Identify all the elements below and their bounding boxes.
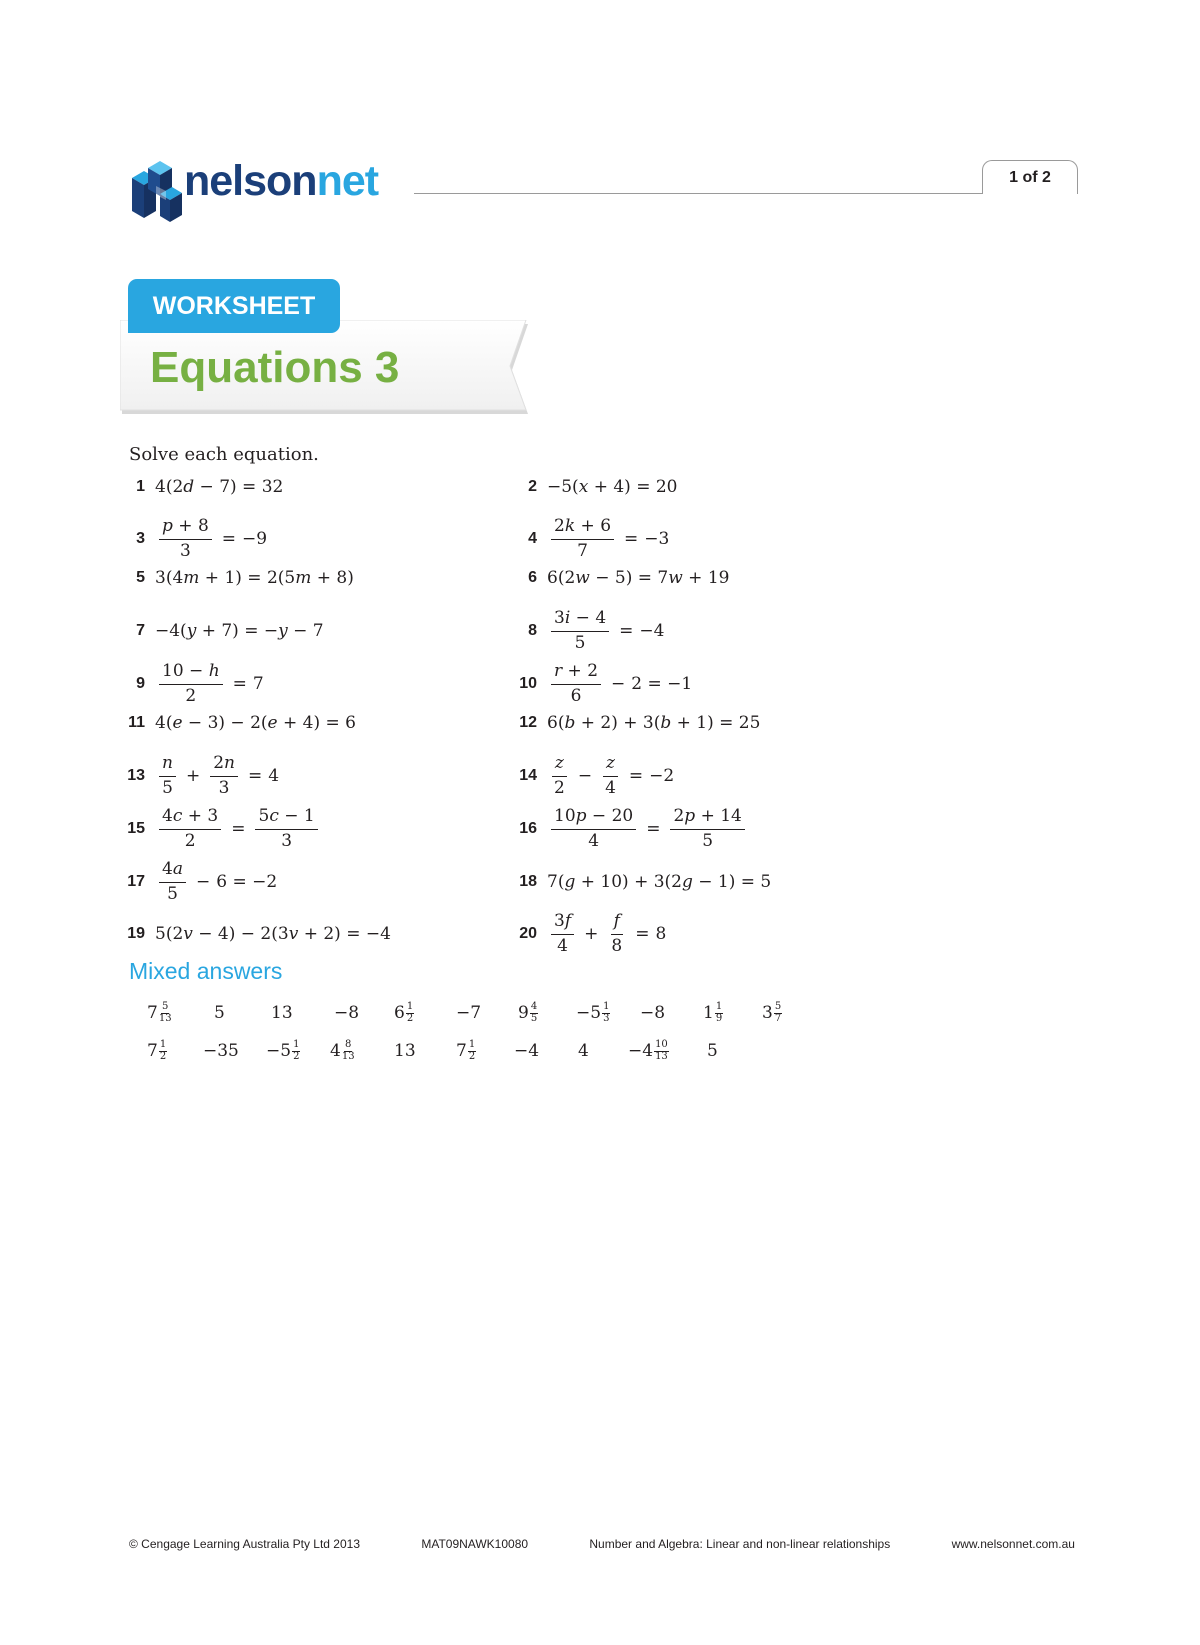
equation: $\frac{4c + 3}{2}$ = $\frac{5c - 1}{3}$ — [155, 808, 322, 851]
equation: 4( e − 3) − 2( e + 4) = 6 — [155, 713, 356, 733]
mixed-answer — [394, 1036, 416, 1066]
answer-whole: 5 — [707, 1041, 718, 1061]
nelsonnet-cube-logo-icon — [126, 156, 184, 226]
answer-denominator: 3 — [603, 1012, 610, 1024]
problem-number: 13 — [127, 767, 145, 784]
equation: $\frac{10 - h}{2}$ = 7 — [155, 663, 264, 706]
answer-denominator: 13 — [655, 1050, 668, 1062]
problem-20 — [507, 902, 666, 966]
answer-denominator: 7 — [774, 1012, 782, 1024]
footer-url: www.nelsonnet.com.au — [951, 1537, 1075, 1551]
answer-whole: 9 — [518, 1003, 529, 1023]
answer-fraction — [468, 1040, 476, 1062]
answer-whole: 1 — [703, 1003, 714, 1023]
answer-fraction — [159, 1002, 172, 1024]
answer-whole: −5 — [266, 1041, 292, 1061]
problem-19 — [123, 902, 391, 966]
nelsonnet-logo — [126, 156, 416, 226]
mixed-answer — [214, 998, 225, 1028]
problem-number: 5 — [136, 569, 145, 586]
answer-fraction — [715, 1002, 723, 1024]
problem-number: 12 — [519, 714, 537, 731]
page-footer — [129, 1537, 1075, 1551]
mixed-answer — [576, 998, 610, 1028]
equation: $\frac{3f}{4}$ + $\frac{f}{8}$ = 8 — [547, 913, 666, 956]
answer-whole: −8 — [640, 1003, 666, 1023]
equation: −5( x + 4) = 20 — [547, 477, 678, 497]
answer-numerator: 5 — [774, 1001, 782, 1012]
equation: 7( g + 10) + 3(2 g − 1) = 5 — [547, 872, 772, 892]
problem-number: 20 — [519, 925, 537, 942]
mixed-answer — [456, 998, 481, 1028]
mixed-answer — [394, 998, 414, 1028]
page-indicator: 1 of 2 — [982, 160, 1078, 194]
answer-whole: −8 — [334, 1003, 360, 1023]
answer-fraction — [654, 1040, 669, 1062]
equation: 3(4 m + 1) = 2(5 m + 8) — [155, 568, 354, 588]
logo-wordmark-part1: nelson — [184, 157, 317, 205]
mixed-answers-heading: Mixed answers — [129, 958, 283, 984]
answer-fraction — [602, 1002, 610, 1024]
equation: $\frac{2k + 6}{7}$ = −3 — [547, 518, 669, 561]
equation: $\frac{p + 8}{3}$ = −9 — [155, 518, 267, 561]
answer-fraction — [342, 1040, 355, 1062]
mixed-answer — [640, 998, 665, 1028]
answer-denominator: 2 — [406, 1012, 414, 1024]
logo-wordmark-part2: net — [316, 157, 379, 205]
mixed-answer — [628, 1036, 669, 1066]
mixed-answer — [514, 1036, 539, 1066]
answer-fraction — [406, 1002, 414, 1024]
answer-numerator: 1 — [715, 1001, 723, 1012]
answer-whole: −5 — [576, 1003, 602, 1023]
problem-number: 17 — [127, 873, 145, 890]
answer-whole: 6 — [394, 1003, 405, 1023]
footer-code: MAT09NAWK10080 — [421, 1537, 529, 1551]
answer-denominator: 13 — [158, 1012, 172, 1024]
answer-denominator: 2 — [293, 1050, 300, 1062]
mixed-answer — [147, 998, 172, 1028]
answer-numerator: 4 — [530, 1001, 538, 1012]
problem-number: 16 — [519, 820, 537, 837]
answer-denominator: 13 — [341, 1050, 355, 1062]
footer-strand: Number and Algebra: Linear and non-linear relationships — [589, 1537, 891, 1551]
problem-number: 7 — [136, 622, 145, 639]
answer-whole: −35 — [203, 1041, 239, 1061]
answer-fraction — [774, 1002, 782, 1024]
answer-fraction — [292, 1040, 300, 1062]
mixed-answer — [147, 1036, 167, 1066]
answer-whole: 4 — [330, 1041, 341, 1061]
problem-number: 19 — [127, 925, 145, 942]
answer-whole: 13 — [394, 1041, 416, 1061]
mixed-answer — [330, 1036, 355, 1066]
answer-numerator: 8 — [345, 1039, 352, 1050]
answer-denominator: 5 — [530, 1012, 538, 1024]
problem-number: 10 — [519, 675, 537, 692]
answer-fraction — [159, 1040, 167, 1062]
header-rule — [414, 193, 1074, 194]
logo-wordmark — [184, 157, 379, 205]
answer-whole: 4 — [578, 1041, 589, 1061]
answer-whole: −4 — [514, 1041, 540, 1061]
answer-whole: 13 — [271, 1003, 293, 1023]
answer-numerator: 1 — [293, 1039, 300, 1050]
problem-number: 8 — [528, 622, 537, 639]
mixed-answer — [266, 1036, 300, 1066]
answer-numerator: 1 — [468, 1039, 476, 1050]
mixed-answer — [334, 998, 359, 1028]
problem-number: 11 — [128, 714, 145, 731]
equation: $\frac{n}{5}$ + $\frac{2n}{3}$ = 4 — [155, 755, 279, 798]
answer-numerator: 5 — [162, 1001, 169, 1012]
mixed-answer — [203, 1036, 239, 1066]
problem-number: 2 — [528, 478, 537, 495]
problem-number: 4 — [528, 530, 537, 547]
problem-number: 1 — [136, 478, 145, 495]
equation: 4(2 d − 7) = 32 — [155, 477, 284, 497]
answer-whole: 7 — [147, 1041, 158, 1061]
answer-whole: 3 — [762, 1003, 773, 1023]
equation: 5(2 v − 4) − 2(3 v + 2) = −4 — [155, 924, 391, 944]
worksheet-badge: WORKSHEET — [128, 279, 340, 333]
equation: $\frac{3i - 4}{5}$ = −4 — [547, 610, 664, 653]
mixed-answer — [578, 1036, 589, 1066]
equation: $\frac{10p - 20}{4}$ = $\frac{2p + 14}{5}$ — [547, 808, 749, 851]
equation: $\frac{r + 2}{6}$ − 2 = −1 — [547, 663, 692, 706]
mixed-answer — [762, 998, 782, 1028]
problem-number: 3 — [136, 530, 145, 547]
problem-number: 9 — [136, 675, 145, 692]
mixed-answer — [703, 998, 723, 1028]
answer-whole: −7 — [456, 1003, 482, 1023]
answer-denominator: 9 — [715, 1012, 723, 1024]
mixed-answer — [271, 998, 293, 1028]
equation: $\frac{4a}{5}$ − 6 = −2 — [155, 861, 277, 904]
mixed-answer — [518, 998, 538, 1028]
answer-numerator: 10 — [655, 1039, 668, 1050]
answer-whole: 7 — [147, 1003, 158, 1023]
equation: $\frac{z}{2}$ − $\frac{z}{4}$ = −2 — [547, 755, 674, 798]
problem-number: 6 — [528, 569, 537, 586]
instruction-text: Solve each equation. — [129, 444, 319, 465]
answer-denominator: 2 — [159, 1050, 167, 1062]
answer-whole: 5 — [214, 1003, 225, 1023]
problem-number: 18 — [519, 873, 537, 890]
answer-numerator: 1 — [159, 1039, 167, 1050]
answer-denominator: 2 — [468, 1050, 476, 1062]
mixed-answer — [707, 1036, 718, 1066]
equation: 6( b + 2) + 3( b + 1) = 25 — [547, 713, 761, 733]
answer-whole: −4 — [628, 1041, 654, 1061]
footer-copyright: © Cengage Learning Australia Pty Ltd 2013 — [129, 1537, 360, 1551]
answer-numerator: 1 — [406, 1001, 414, 1012]
problem-number: 14 — [519, 767, 537, 784]
equation: 6(2 w − 5) = 7 w + 19 — [547, 568, 730, 588]
mixed-answer — [456, 1036, 476, 1066]
problem-number: 15 — [127, 820, 145, 837]
answer-whole: 7 — [456, 1041, 467, 1061]
equation: −4( y + 7) = − y − 7 — [155, 621, 324, 641]
answer-fraction — [530, 1002, 538, 1024]
worksheet-title: Equations 3 — [150, 343, 400, 392]
answer-numerator: 1 — [603, 1001, 610, 1012]
